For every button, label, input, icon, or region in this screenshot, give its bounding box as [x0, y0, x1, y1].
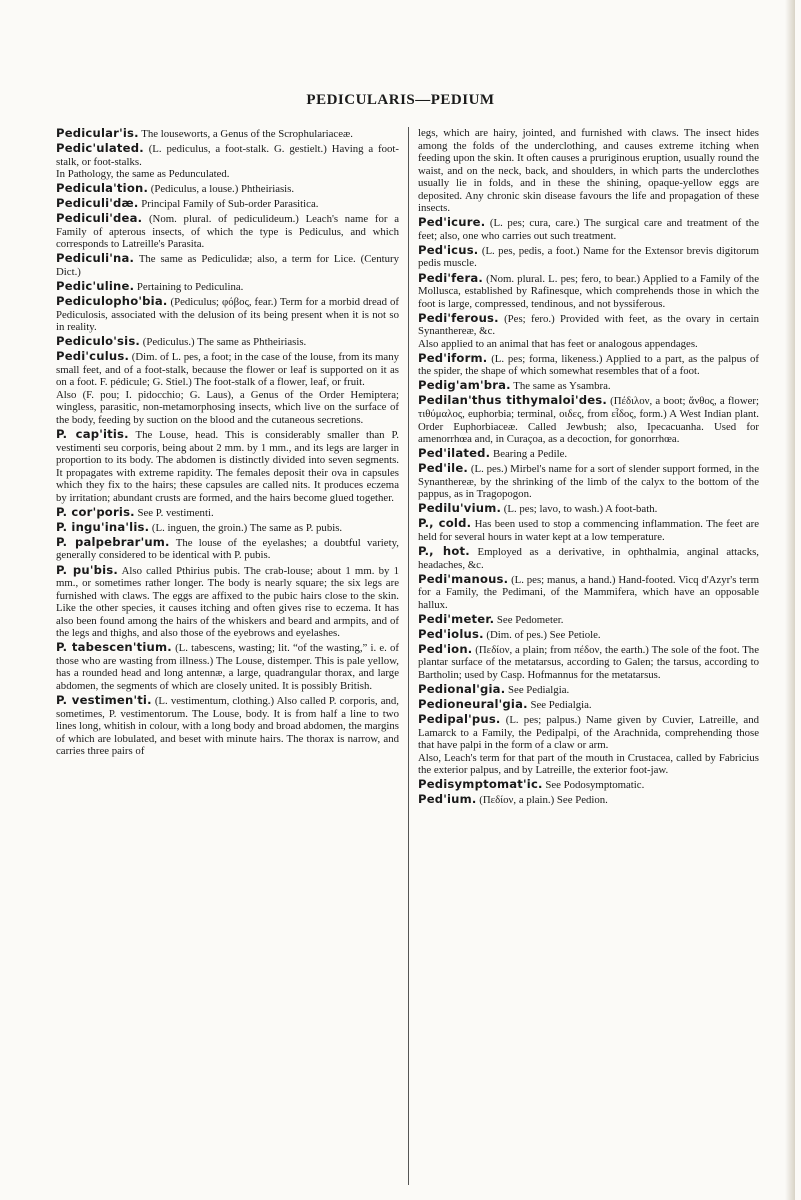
- entry-paragraph: [418, 613, 759, 627]
- dictionary-entry: [56, 197, 399, 211]
- dictionary-entry: [56, 280, 399, 294]
- entry-text: The louse of the eyelashes; a doubtful variety, generally considered to be identical with P. pubis.: [56, 536, 399, 562]
- entry-paragraph: [56, 142, 399, 168]
- entry-paragraph: [56, 127, 399, 141]
- dictionary-entry: [418, 127, 759, 215]
- entry-text: Pertaining to Pediculina.: [136, 281, 244, 294]
- entry-text: Also called Pthirius pubis. The crab-louse; about 1 mm. by 1 mm., or sometimes rather longer. The body is nearly square; the six legs are furnished with claws. The eggs are affixed to the pubic hairs close to the skin. Like the other species, it causes itching and often gives rise to eczema. It has also been found among the hairs of the whiskers and beard and armpits, and of the legs and thighs, and also those of the eyebrows and eyelashes.: [56, 564, 399, 640]
- entry-headword: Pediculopho'bia.: [56, 294, 168, 309]
- entry-text: (Πεδίον, a plain.) See Pedion.: [479, 794, 608, 807]
- entry-paragraph: [418, 447, 759, 461]
- entry-text: See Pedialgia.: [508, 683, 570, 696]
- dictionary-entry: [418, 545, 759, 571]
- column-divider: [408, 127, 409, 1185]
- entry-paragraph: [418, 778, 759, 792]
- dictionary-entry: [56, 182, 399, 196]
- dictionary-entry: [56, 295, 399, 334]
- dictionary-entry: [418, 683, 759, 697]
- entry-paragraph: [418, 713, 759, 752]
- dictionary-entry: [418, 394, 759, 445]
- entry-paragraph: [418, 573, 759, 612]
- dictionary-entry: [418, 573, 759, 612]
- entry-text: (L. pes.) Mirbel's name for a sort of slender support formed, in the Synanthereæ, by the shrinking of the limb of the calyx to the bottom of the pappus, as in Tragopogon.: [418, 463, 759, 501]
- entry-text: (L. pes; palpus.) Name given by Cuvier, Latreille, and Lamarck to a Family, the Pedipalpi, of the Arachnida, comprehending those that have palpi in the form of a claw or arm.: [418, 714, 759, 752]
- entry-headword: Ped'ion.: [418, 641, 473, 656]
- entry-headword: Pedi'meter.: [418, 611, 495, 626]
- entry-headword: P. ingu'ina'lis.: [56, 519, 150, 534]
- dictionary-entry: [418, 352, 759, 378]
- entry-text: Principal Family of Sub-order Parasitica.: [141, 198, 319, 211]
- dictionary-entry: [56, 428, 399, 504]
- entry-headword: Pedic'uline.: [56, 279, 135, 294]
- dictionary-entry: [418, 778, 759, 792]
- dictionary-entry: [56, 694, 399, 758]
- entry-paragraph: [418, 752, 759, 777]
- entry-paragraph: [418, 793, 759, 807]
- entry-text: (Nom. plural. L. pes; fero, to bear.) Applied to a Family of the Mollusca, established by Rafinesque, which comprehends those in which the foot is large, compressed, tendinous, and not byssiferous.: [418, 272, 759, 310]
- page-edge: [785, 0, 795, 1200]
- entry-text: (L. pes; lavo, to wash.) A foot-bath.: [503, 503, 658, 516]
- entry-headword: Pedig'am'bra.: [418, 378, 511, 393]
- entry-paragraph: [418, 216, 759, 242]
- entry-paragraph: [418, 698, 759, 712]
- entry-paragraph: [56, 521, 399, 535]
- entry-text: The Louse, head. This is considerably smaller than P. vestimenti seu corporis, being about 2 mm. by 1 mm., and its legs are larger in proportion to its body. The abdomen is distinctly divided into seven segments. It propagates with extreme rapidity. The females deposit their ova in capsules which they fix to the hairs; these capsules are called nits. It produces eczema by irritation; abundant crusts are formed, and the hairs become glued together.: [56, 429, 399, 504]
- entry-paragraph: [56, 564, 399, 640]
- entry-text: (Pediculus.) The same as Phtheiriasis.: [142, 336, 307, 349]
- dictionary-entry: [56, 350, 399, 426]
- entry-paragraph: [418, 643, 759, 682]
- dictionary-entry: [418, 698, 759, 712]
- page-title: PEDICULARIS—PEDIUM: [306, 92, 495, 108]
- entry-text: Also, Leach's term for that part of the mouth in Crustacea, called by Fabricius the exterior palpus, and by Latreille, the exterior foot-jaw.: [418, 751, 759, 777]
- entry-headword: Pedi'fera.: [418, 270, 484, 285]
- entry-paragraph: [418, 338, 759, 351]
- entry-text: See Podosymptomatic.: [545, 779, 645, 792]
- dictionary-entry: [418, 244, 759, 270]
- dictionary-entry: [418, 643, 759, 682]
- entry-paragraph: [56, 252, 399, 278]
- entry-headword: Pedional'gia.: [418, 681, 506, 696]
- entry-paragraph: [418, 517, 759, 543]
- dictionary-entry: [418, 517, 759, 543]
- entry-headword: Pedi'ferous.: [418, 310, 499, 325]
- entry-paragraph: [418, 244, 759, 270]
- entry-paragraph: [418, 352, 759, 378]
- dictionary-entry: [418, 272, 759, 311]
- entry-paragraph: [56, 506, 399, 520]
- entry-paragraph: [418, 272, 759, 311]
- dictionary-entry: [418, 447, 759, 461]
- entry-text: (Pediculus, a louse.) Phtheiriasis.: [150, 183, 295, 196]
- right-column: [418, 127, 759, 1187]
- entry-headword: Pedilan'thus tithymaloi'des.: [418, 393, 607, 408]
- entry-headword: Pedic'ulated.: [56, 141, 144, 156]
- entry-headword: Pediculo'sis.: [56, 334, 141, 349]
- entry-text: (Dim. of pes.) See Petiole.: [486, 628, 601, 641]
- entry-paragraph: [418, 127, 759, 215]
- entry-headword: Ped'ium.: [418, 792, 477, 807]
- dictionary-entry: [56, 142, 399, 181]
- dictionary-entry: [56, 564, 399, 640]
- dictionary-entry: [418, 216, 759, 242]
- entry-paragraph: [418, 545, 759, 571]
- entry-paragraph: [56, 212, 399, 251]
- entry-headword: Ped'ile.: [418, 461, 469, 476]
- entry-headword: Pedioneural'gia.: [418, 696, 528, 711]
- entry-paragraph: [56, 428, 399, 504]
- dictionary-entry: [56, 536, 399, 562]
- entry-paragraph: [56, 694, 399, 758]
- entry-text: (L. pes; forma, likeness.) Applied to a part, as the palpus of the spider, the shape of which somewhat resembles that of a foot.: [418, 352, 759, 378]
- entry-headword: Pedi'manous.: [418, 571, 509, 586]
- dictionary-entry: [418, 502, 759, 516]
- entry-headword: P. vestimen'ti.: [56, 692, 152, 707]
- entry-paragraph: [56, 280, 399, 294]
- entry-paragraph: [56, 350, 399, 389]
- dictionary-entry: [418, 379, 759, 393]
- entry-text: (L. inguen, the groin.) The same as P. pubis.: [151, 521, 343, 534]
- entry-paragraph: [418, 394, 759, 445]
- entry-headword: P. pu'bis.: [56, 562, 118, 577]
- entry-text: legs, which are hairy, jointed, and furnished with claws. The insect hides among the folds of the underclothing, and causes extreme itching when feeding upon the skin. It often causes a pruriginous eruption, usually round the waist, and on the neck, back, and shoulders, in which parts the underclothes usually lie in folds, and in these the shining, opaque-yellow eggs are deposited. Any chronic skin disease favours the life and propagation of these insects.: [418, 127, 759, 215]
- entry-text: (Πέδιλον, a boot; ἄνθος, a flower; τιθύμαλος, euphorbia; terminal, οιδες, from εἶδος, form.) A West Indian plant. Order Euphorbiaceæ. Called Jewbush; also, Ipecacuanha. Used for amenorrhœa and, in Curaçoa, as a decoction, for gonorrhœa.: [418, 395, 759, 446]
- entry-headword: Ped'ilated.: [418, 446, 491, 461]
- entry-headword: Ped'icure.: [418, 215, 486, 230]
- entry-headword: P., cold.: [418, 516, 472, 531]
- entry-headword: Ped'icus.: [418, 242, 479, 257]
- entry-text: (Pediculus; φόβος, fear.) Term for a morbid dread of Pediculosis, associated with the delusion of its being present when it is not so in reality.: [56, 296, 399, 334]
- entry-paragraph: [418, 379, 759, 393]
- entry-paragraph: [56, 295, 399, 334]
- entry-text: (Nom. plural. of pediculideum.) Leach's name for a Family of apterous insects, of which the type is Pediculus, and which corresponds to Latreille's Parasita.: [56, 213, 399, 251]
- entry-paragraph: [56, 641, 399, 692]
- dictionary-entry: [418, 613, 759, 627]
- dictionary-entry: [418, 628, 759, 642]
- entry-paragraph: [56, 168, 399, 181]
- entry-text: (L. pes; cura, care.) The surgical care and treatment of the feet; also, one who carries out such treatment.: [418, 217, 759, 242]
- entry-text: See P. vestimenti.: [137, 506, 214, 519]
- entry-paragraph: [418, 312, 759, 338]
- entry-headword: Pediculi'dea.: [56, 211, 143, 226]
- entry-paragraph: [56, 536, 399, 562]
- entry-headword: Pedi'culus.: [56, 349, 130, 364]
- entry-paragraph: [418, 502, 759, 516]
- dictionary-entry: [418, 713, 759, 777]
- entry-paragraph: [56, 182, 399, 196]
- entry-headword: Pediculi'na.: [56, 251, 135, 266]
- entry-headword: P., hot.: [418, 543, 470, 558]
- dictionary-entry: [56, 641, 399, 692]
- entry-text: The same as Pediculidæ; also, a term for Lice. (Century Dict.): [56, 253, 399, 278]
- entry-text: In Pathology, the same as Pedunculated.: [56, 168, 230, 181]
- entry-paragraph: [56, 197, 399, 211]
- entry-headword: P. tabescen'tium.: [56, 640, 172, 655]
- entry-text: See Pedometer.: [496, 613, 564, 626]
- entry-text: The louseworts, a Genus of the Scrophulariaceæ.: [141, 128, 353, 140]
- dictionary-entry: [56, 127, 399, 141]
- entry-text: (Dim. of L. pes, a foot; in the case of the louse, from its many small feet, and of a foot-stalk, because the flower or leaf is supported on it as on a foot. F. pédicule; G. Stiel.) The foot-stalk of a flower, leaf, or fruit.: [56, 351, 399, 389]
- entry-text: Employed as a derivative, in ophthalmia, anginal attacks, headaches, &c.: [418, 545, 759, 571]
- entry-headword: Pediculi'dæ.: [56, 196, 139, 211]
- entry-text: (L. vestimentum, clothing.) Also called P. corporis, and, sometimes, P. vestimentorum. The Louse, body. It is from half a line to two lines long, whitish in colour, with a long body and broad abdomen, the margins of which are lobulated, and beset with minute hairs. The thorax is narrow, and carries three pairs of: [56, 694, 399, 758]
- entry-text: See Pedialgia.: [530, 698, 592, 711]
- entry-headword: Pedicular'is.: [56, 127, 139, 140]
- dictionary-entry: [56, 252, 399, 278]
- entry-paragraph: [418, 462, 759, 501]
- entry-text: Also applied to an animal that has feet or analogous appendages.: [418, 337, 698, 350]
- entry-headword: Pedisymptomat'ic.: [418, 777, 543, 792]
- entry-text: (Πεδίον, a plain; from πέδον, the earth.) The sole of the foot. The plantar surface of the metatarsus, according to Galen; the tarsus, according to Bartholin; used by Casp. Hofmannus for the metatarsus.: [418, 643, 759, 681]
- dictionary-entry: [418, 312, 759, 351]
- dictionary-entry: [56, 506, 399, 520]
- entry-paragraph: [418, 683, 759, 697]
- entry-headword: P. cap'itis.: [56, 427, 129, 442]
- entry-text: (Pes; fero.) Provided with feet, as the ovary in certain Synanthereæ, &c.: [418, 312, 759, 338]
- entry-text: Bearing a Pedile.: [493, 448, 568, 461]
- entry-text: (L. pediculus, a foot-stalk. G. gestielt.) Having a foot-stalk, or foot-stalks.: [56, 143, 399, 168]
- entry-text: Also (F. pou; I. pidocchio; G. Laus), a Genus of the Order Hemiptera; wingless, parasitic, non-metamorphosing insects, which live on the surface of the body, feeding by suction on the blood and the cutaneous secretions.: [56, 388, 399, 426]
- entry-headword: Ped'iform.: [418, 350, 488, 365]
- dictionary-entry: [56, 521, 399, 535]
- dictionary-entry: [418, 793, 759, 807]
- entry-headword: Pedilu'vium.: [418, 501, 502, 516]
- entry-text: The same as Ysambra.: [513, 380, 611, 393]
- dictionary-entry: [418, 462, 759, 501]
- entry-headword: P. palpebrar'um.: [56, 534, 170, 549]
- entry-paragraph: [418, 628, 759, 642]
- entry-headword: Pedicula'tion.: [56, 181, 149, 196]
- entry-text: (L. pes, pedis, a foot.) Name for the Extensor brevis digitorum pedis muscle.: [418, 244, 759, 270]
- left-column: [56, 127, 399, 1187]
- entry-headword: P. cor'poris.: [56, 504, 135, 519]
- entry-paragraph: [56, 389, 399, 427]
- dictionary-entry: [56, 335, 399, 349]
- entry-paragraph: [56, 335, 399, 349]
- entry-text: Has been used to stop a commencing inflammation. The feet are held for several hours in water kept at a low temperature.: [418, 518, 759, 543]
- entry-headword: Pedipal'pus.: [418, 712, 501, 727]
- entry-text: (L. tabescens, wasting; lit. “of the wasting,” i. e. of those who are wasting from illness.) The Louse, distemper. This is pale yellow, has a rounded head and long antennæ, a large, quadrangular thorax, and large abdomen, the segments of which are closely united. It is possibly British.: [56, 642, 399, 692]
- entry-headword: Ped'iolus.: [418, 626, 484, 641]
- entry-text: (L. pes; manus, a hand.) Hand-footed. Vicq d'Azyr's term for a Family, the Pedimani, of the Mammifera, which have an opposable hallux.: [418, 573, 759, 611]
- dictionary-entry: [56, 212, 399, 251]
